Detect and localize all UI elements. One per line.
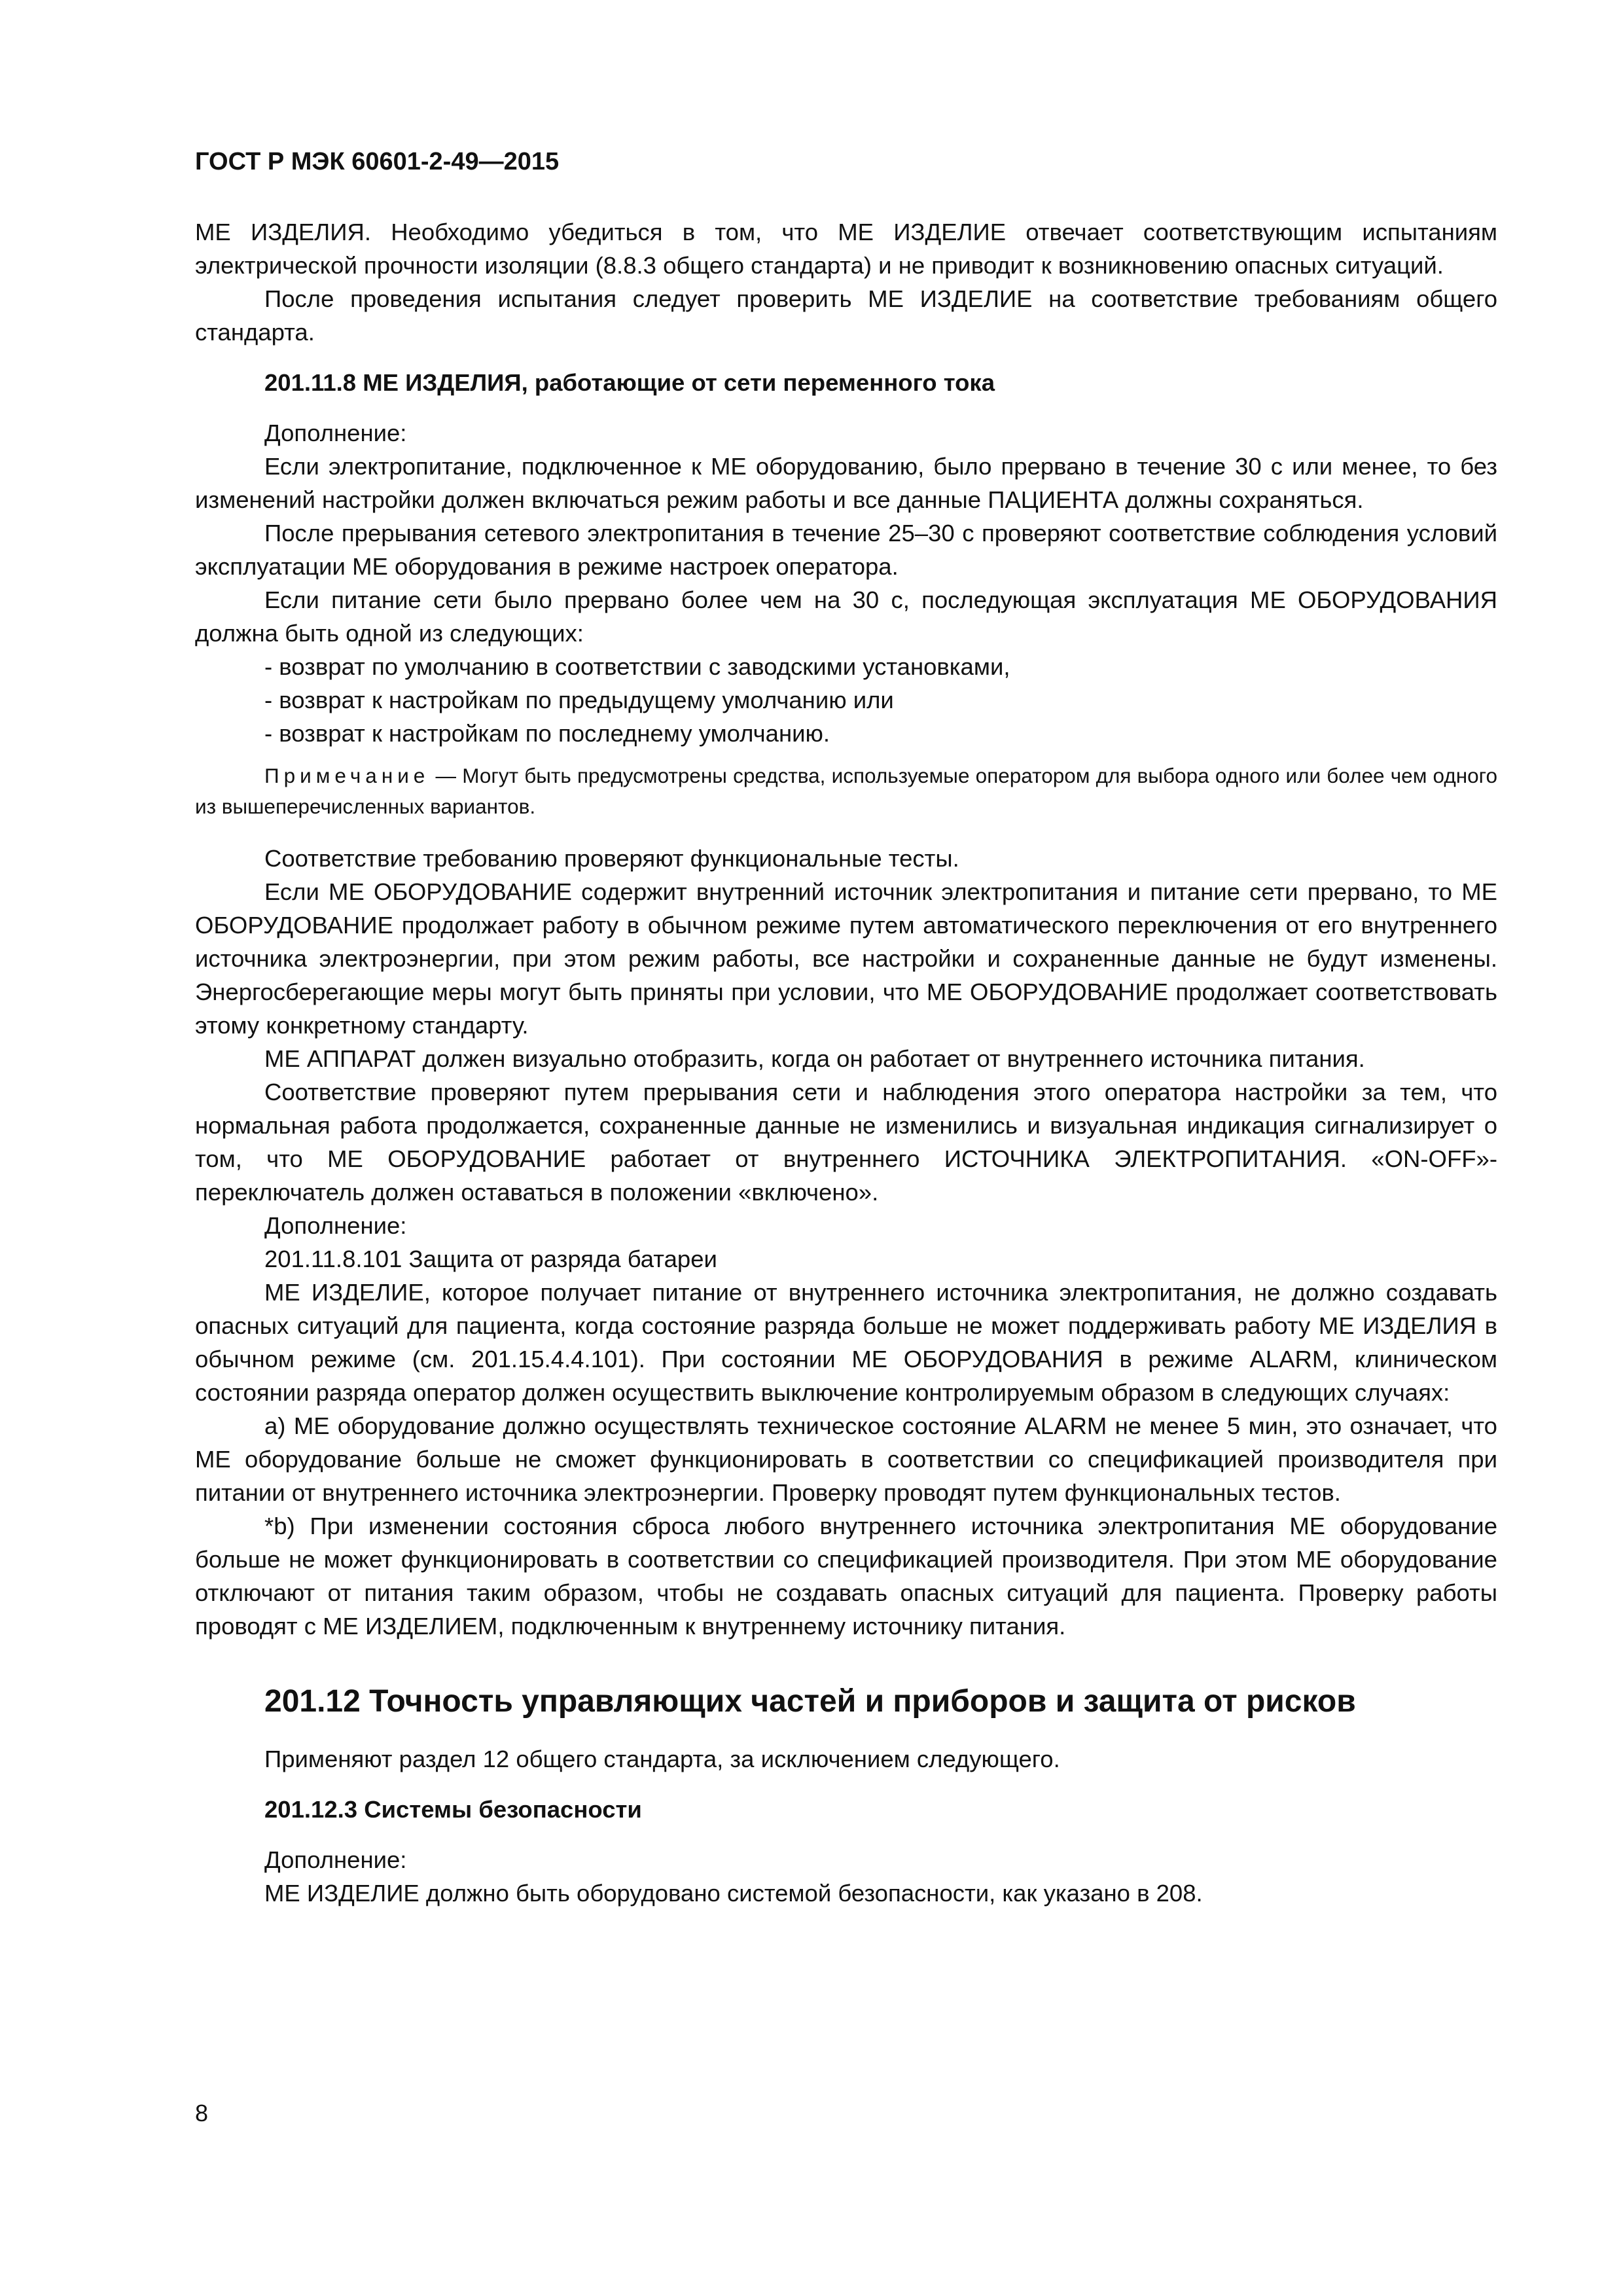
section-heading-201-11-8: 201.11.8 МЕ ИЗДЕЛИЯ, работающие от сети переменного тока [264, 369, 995, 396]
paragraph: МЕ ИЗДЕЛИЕ должно быть оборудовано системой безопасности, как указано в 208. [264, 1880, 1203, 1907]
paragraph: После прерывания сетевого электропитания в течение 25–30 с проверяют соответствие соблюдения условий эксплуатации МЕ оборудования в режиме настроек оператора. [195, 520, 1497, 580]
list-item: - возврат по умолчанию в соответствии с заводскими установками, [264, 653, 1010, 680]
section-heading-201-12: 201.12 Точность управляющих частей и приборов и защита от рисков [264, 1684, 1356, 1719]
paragraph: Соответствие проверяют путем прерывания сети и наблюдения этого оператора настройки за тем, что нормальная работа продолжается, сохраненные данные не изменились и визуальная индикация сигнализирует о том, что МЕ ОБОРУДОВАНИЕ работает от внутреннего ИСТОЧНИКА ЭЛЕКТРОПИТАНИЯ. «ON-OFF»-переключатель должен оставаться в положении «включено». [195, 1079, 1497, 1206]
paragraph: Применяют раздел 12 общего стандарта, за исключением следующего. [264, 1746, 1060, 1772]
note-label: Примечание [264, 764, 430, 787]
list-item: - возврат к настройкам по последнему умолчанию. [264, 720, 830, 747]
paragraph: Если питание сети было прервано более чем на 30 с, последующая эксплуатация МЕ ОБОРУДОВАНИЯ должна быть одной из следующих: [195, 586, 1497, 647]
document-header: ГОСТ Р МЭК 60601-2-49—2015 [195, 148, 560, 175]
section-heading-201-12-3: 201.12.3 Системы безопасности [264, 1796, 642, 1823]
note-text: — Могут быть предусмотрены средства, используемые оператором для выбора одного или более чем одного из вышеперечисленных вариантов. [195, 764, 1497, 818]
paragraph: Если электропитание, подключенное к МЕ оборудованию, было прервано в течение 30 с или менее, то без изменений настройки должен включаться режим работы и все данные ПАЦИЕНТА должны сохраняться. [195, 453, 1497, 513]
note [195, 761, 1497, 822]
list-item: - возврат к настройкам по предыдущему умолчанию или [264, 687, 894, 713]
paragraph: После проведения испытания следует проверить МЕ ИЗДЕЛИЕ на соответствие требованиям общего стандарта. [195, 285, 1497, 346]
addition-label: Дополнение: [264, 420, 407, 446]
paragraph: *b) При изменении состояния сброса любого внутреннего источника электропитания МЕ оборудование больше не может функционировать в соответствии со спецификацией производителя. При этом МЕ оборудование отключают от питания таким образом, чтобы не создавать опасных ситуаций для пациента. Проверку работы проводят с МЕ ИЗДЕЛИЕМ, подключенным к внутреннему источнику питания. [195, 1513, 1497, 1640]
paragraph: МЕ ИЗДЕЛИЯ. Необходимо убедиться в том, что МЕ ИЗДЕЛИЕ отвечает соответствующим испытаниям электрической прочности изоляции (8.8.3 общего стандарта) и не приводит к возникновению опасных ситуаций. [195, 219, 1497, 279]
subsection-title: 201.11.8.101 Защита от разряда батареи [264, 1246, 717, 1272]
page-number: 8 [195, 2100, 209, 2126]
paragraph: Соответствие требованию проверяют функциональные тесты. [264, 845, 959, 872]
paragraph: Если МЕ ОБОРУДОВАНИЕ содержит внутренний источник электропитания и питание сети прервано, то МЕ ОБОРУДОВАНИЕ продолжает работу в обычном режиме путем автоматического переключения от его внутреннего источника электроэнергии, при этом режим работы, все настройки и сохраненные данные не будут изменены. Энергосберегающие меры могут быть приняты при условии, что МЕ ОБОРУДОВАНИЕ продолжает соответствовать этому конкретному стандарту. [195, 878, 1497, 1039]
paragraph: МЕ АППАРАТ должен визуально отобразить, когда он работает от внутреннего источника питания. [264, 1045, 1365, 1072]
paragraph: МЕ ИЗДЕЛИЕ, которое получает питание от внутреннего источника электропитания, не должно создавать опасных ситуаций для пациента, когда состояние разряда больше не может поддерживать работу МЕ ИЗДЕЛИЯ в обычном режиме (см. 201.15.4.4.101). При состоянии МЕ ОБОРУДОВАНИЯ в режиме ALARM, клиническом состоянии разряда оператор должен осуществить выключение контролируемым образом в следующих случаях: [195, 1279, 1497, 1406]
paragraph: а) МЕ оборудование должно осуществлять техническое состояние ALARM не менее 5 мин, это означает, что МЕ оборудование больше не сможет функционировать в соответствии со спецификацией производителя при питании от внутреннего источника электроэнергии. Проверку проводят путем функциональных тестов. [195, 1412, 1497, 1506]
addition-label: Дополнение: [264, 1846, 407, 1873]
addition-label: Дополнение: [264, 1212, 407, 1239]
page-content [195, 145, 1497, 1910]
